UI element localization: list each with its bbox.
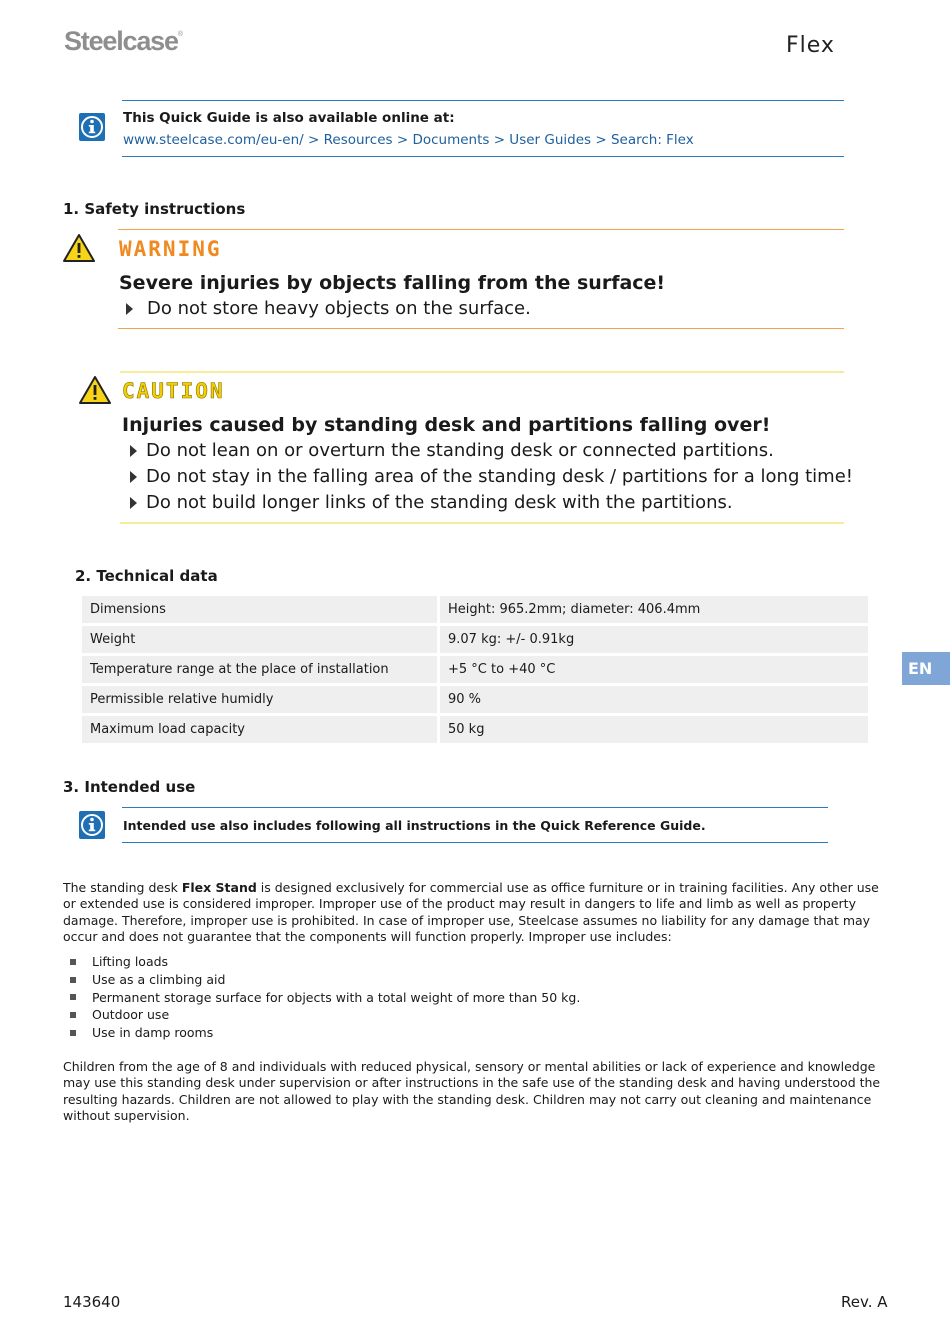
caution-item [130, 440, 774, 461]
caution-item [130, 466, 853, 487]
caution-top-rule [120, 371, 844, 373]
technical-data-table [79, 593, 871, 746]
arrow-right-icon [130, 445, 137, 457]
children-paragraph: Children from the age of 8 and individuals with reduced physical, sensory or mental abilities or lack of experience and knowledge may use this standing desk under supervision or after instructions in the safe use of the standing desk and having understood the resulting hazards. Children are not allowed to play with the standing desk. Children may not carry out cleaning and maintenance without supervision. [63, 1059, 881, 1123]
list-item [63, 953, 883, 971]
caution-label: CAUTION [122, 379, 225, 403]
language-tab-en[interactable]: EN [902, 652, 950, 685]
safety-heading: 1. Safety instructions [63, 200, 246, 218]
list-item-text: Use in damp rooms [92, 1025, 214, 1041]
warning-item [126, 298, 531, 319]
table-cell-label: Temperature range at the place of installation [82, 656, 437, 683]
table-row [82, 626, 868, 653]
square-bullet-icon [70, 1012, 76, 1018]
table-cell-value: Height: 965.2mm; diameter: 406.4mm [440, 596, 868, 623]
warning-triangle-icon [62, 233, 96, 267]
caution-item [130, 492, 733, 513]
square-bullet-icon [70, 994, 76, 1000]
arrow-right-icon [130, 497, 137, 509]
info-icon [79, 811, 105, 839]
table-cell-value: +5 °C to +40 °C [440, 656, 868, 683]
intended-use-note: Intended use also includes following all instructions in the Quick Reference Guide. [123, 818, 706, 833]
caution-item-text: Do not stay in the falling area of the standing desk / partitions for a long time! [146, 466, 853, 487]
list-item-text: Permanent storage surface for objects with a total weight of more than 50 kg. [92, 989, 581, 1005]
caution-item-text: Do not build longer links of the standing desk with the partitions. [146, 492, 733, 513]
online-note-top-rule [122, 100, 844, 101]
online-note-bottom-rule [122, 156, 844, 157]
product-name-bold: Flex Stand [181, 880, 257, 895]
revision-label: Rev. A [841, 1293, 888, 1311]
list-item-text: Use as a climbing aid [92, 972, 226, 988]
list-item [63, 988, 883, 1006]
list-item [63, 1024, 883, 1042]
warning-item-text: Do not store heavy objects on the surface. [147, 298, 531, 319]
technical-heading: 2. Technical data [75, 567, 218, 585]
warning-label: WARNING [119, 237, 222, 261]
intended-use-heading: 3. Intended use [63, 778, 196, 796]
improper-use-list [63, 953, 883, 1041]
document-number: 143640 [63, 1293, 121, 1311]
product-name: Flex [786, 33, 835, 58]
steelcase-logo [64, 26, 183, 57]
arrow-right-icon [126, 303, 133, 315]
list-item-text: Lifting loads [92, 954, 169, 970]
warning-top-rule [118, 229, 844, 230]
arrow-right-icon [130, 471, 137, 483]
warning-bottom-rule [118, 328, 844, 329]
square-bullet-icon [70, 959, 76, 965]
online-guide-link[interactable]: www.steelcase.com/eu-en/ > Resources > Documents > User Guides > Search: Flex [123, 132, 694, 148]
intended-note-top-rule [122, 807, 828, 808]
warning-headline: Severe injuries by objects falling from the surface! [119, 272, 666, 294]
table-cell-label: Permissible relative humidly [82, 686, 437, 713]
registered-mark: ® [177, 31, 183, 38]
table-row [82, 716, 868, 743]
paragraph-text: The standing desk [63, 880, 182, 895]
table-cell-label: Dimensions [82, 596, 437, 623]
table-row [82, 656, 868, 683]
table-cell-value: 9.07 kg: +/- 0.91kg [440, 626, 868, 653]
table-cell-value: 50 kg [440, 716, 868, 743]
caution-bottom-rule [120, 522, 844, 524]
square-bullet-icon [70, 1030, 76, 1036]
table-cell-label: Weight [82, 626, 437, 653]
caution-headline: Injuries caused by standing desk and partitions falling over! [122, 414, 771, 436]
table-cell-value: 90 % [440, 686, 868, 713]
table-cell-label: Maximum load capacity [82, 716, 437, 743]
intended-use-paragraph [63, 880, 883, 945]
list-item [63, 971, 883, 989]
info-icon [79, 113, 105, 141]
paragraph-text: is designed exclusively for commercial use as office furniture or in training facilities. Any other use or extended use is considered improper. Improper use of the product may result in dangers to life and limb as well as property damage. Therefore, improper use is prohibited. In case of improper use, Steelcase assumes no liability for any damage that may occur and does not guarantee that the components will function properly. Improper use includes: [63, 880, 879, 944]
caution-item-text: Do not lean on or overturn the standing desk or connected partitions. [146, 440, 774, 461]
list-item-text: Outdoor use [92, 1007, 170, 1023]
square-bullet-icon [70, 977, 76, 983]
intended-note-bottom-rule [122, 842, 828, 843]
caution-triangle-icon [78, 375, 112, 409]
list-item [63, 1006, 883, 1024]
online-note-title: This Quick Guide is also available online at: [123, 110, 455, 126]
logo-text: Steelcase [64, 26, 178, 56]
table-row [82, 596, 868, 623]
table-row [82, 686, 868, 713]
